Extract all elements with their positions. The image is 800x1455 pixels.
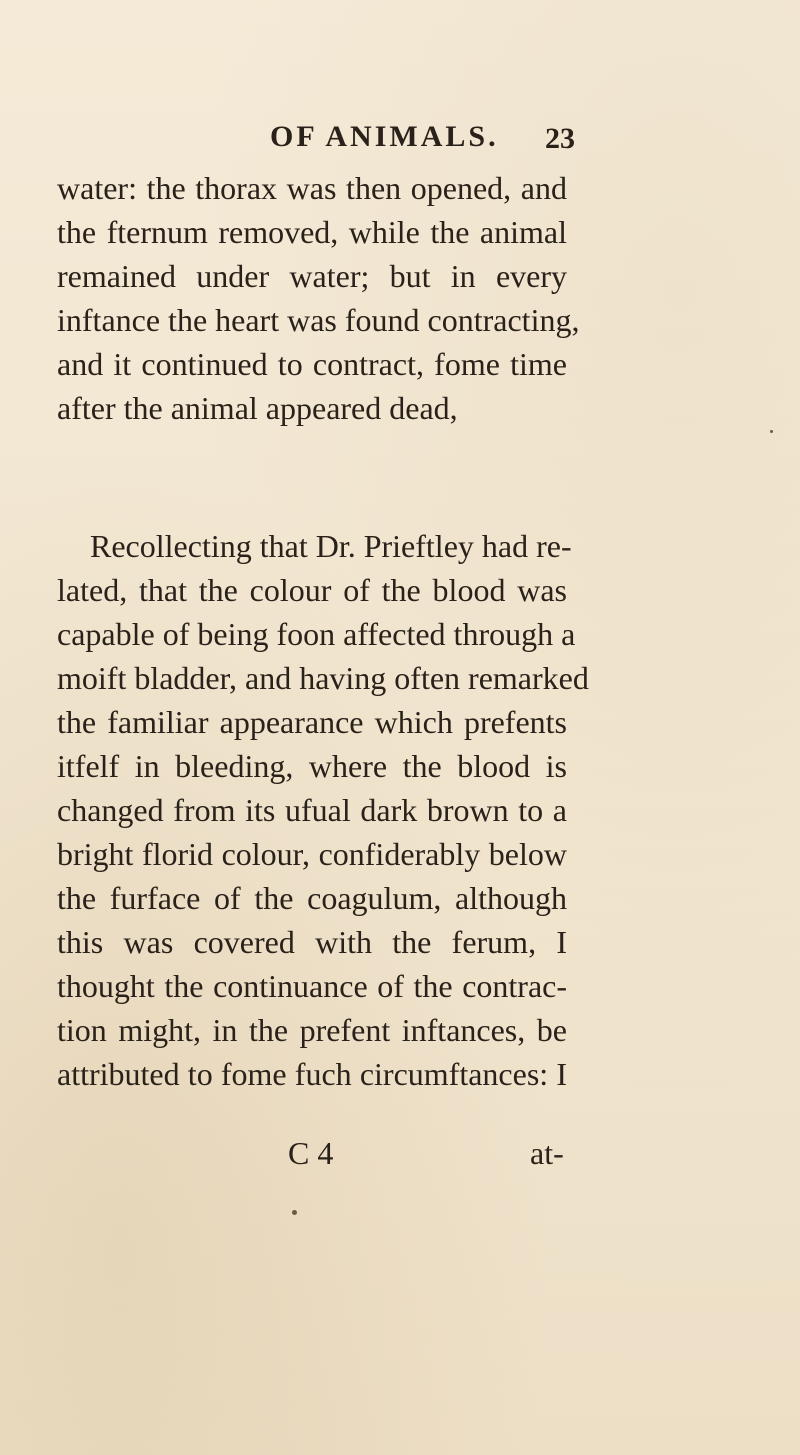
text-line: the familiar appearance which prefents: [57, 704, 567, 740]
text-line: the furface of the coagulum, although: [57, 880, 567, 916]
signature-mark: C 4: [288, 1135, 334, 1171]
page-number: 23: [545, 122, 575, 155]
text-line: this was covered with the ferum, I: [57, 924, 567, 960]
ink-speck: [770, 430, 773, 433]
ink-speck: [292, 1210, 297, 1215]
text-line: Recollecting that Dr. Prieftley had re-: [90, 528, 572, 564]
text-line: itfelf in bleeding, where the blood is: [57, 748, 567, 784]
text-line: attributed to fome fuch circumftances: I: [57, 1056, 567, 1092]
catchword: at-: [530, 1135, 564, 1171]
text-line: the fternum removed, while the animal: [57, 214, 567, 250]
text-line: and it continued to contract, fome time: [57, 346, 567, 382]
text-line: capable of being foon affected through a: [57, 616, 576, 652]
text-line: thought the continuance of the contrac-: [57, 968, 567, 1004]
text-line: moift bladder, and having often remarked: [57, 660, 589, 696]
text-line: inftance the heart was found contracting,: [57, 302, 580, 338]
text-line: lated, that the colour of the blood was: [57, 572, 567, 608]
text-line: remained under water; but in every: [57, 258, 567, 294]
catchline: [0, 1135, 800, 1175]
text-line: changed from its ufual dark brown to a: [57, 792, 567, 828]
running-title: OF ANIMALS.: [270, 120, 499, 153]
text-line: after the animal appeared dead,: [57, 390, 458, 426]
text-line: tion might, in the prefent inftances, be: [57, 1012, 567, 1048]
running-head: [0, 120, 800, 160]
text-line: water: the thorax was then opened, and: [57, 170, 567, 206]
text-line: bright florid colour, confiderably below: [57, 836, 567, 872]
